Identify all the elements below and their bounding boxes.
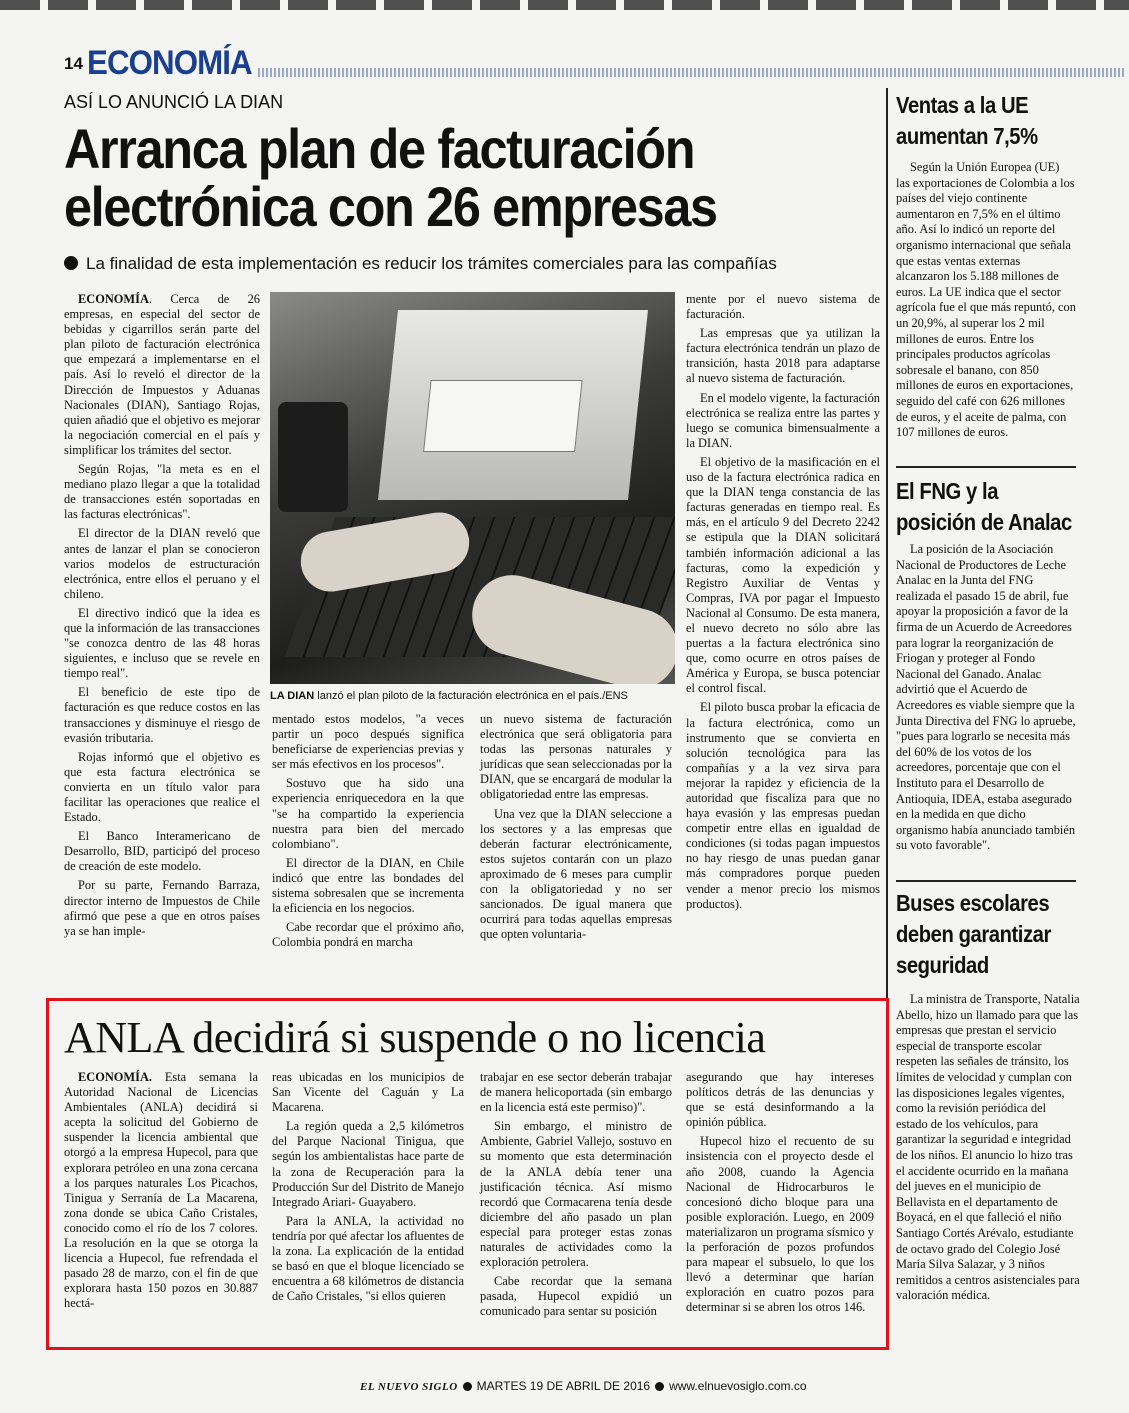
- paragraph: Hupecol hizo el recuento de su insistencia con el proyecto desde el año 2008, cuando la Agencia Nacional de Hidrocarburos le concesionó dicho bloque para una posible exploración. Luego, en 2009 materializaron un programa sísmico y la perforación de pozos profundos para mapear el subsuelo, lo que los llevó a determinar que harían exploración en cuatro pozos para determinar si se abren los otros 146.: [686, 1134, 874, 1315]
- masthead-logo: EL NUEVO SIGLO: [360, 1381, 458, 1393]
- paragraph: El piloto busca probar la eficacia de la factura electrónica, como un instrumento que se convierta en solución tecnológica para las compañías y a la vez sirva para mejorar la rapidez y eficiencia de la autoridad que fiscaliza para que no haya evasión y las empresas puedan competir entre ellas en igualdad de condiciones (si todas pagan impuestos no hay riesgo de unas puedan ganar más compradores porque pueden vender a menor precio los mismos productos).: [686, 700, 880, 911]
- sidebar-rule: [896, 466, 1076, 468]
- anla-column-1: [64, 1070, 258, 1316]
- paragraph: Esta semana la Autoridad Nacional de Licencias Ambientales (ANLA) decidirá si acepta la solicitud del Gobierno de suspender la licencia ambiental que otorgó a la empresa Hupecol, para que explorara petróleo en una zona cercana a los parques naturales Los Picachos, Tinigua y Serranía de La Macarena, zona donde se ubica Caño Cristales, conocido como el río de los 7 colores. La resolución en la que se otorga la licencia a Hupecol, fue refrendada el pasado 28 de marzo, con el fin de que explorara hasta 150 pozos en 30.887 hectá-: [64, 1070, 258, 1311]
- section-title: ECONOMÍA: [87, 44, 252, 82]
- paragraph: Sostuvo que ha sido una experiencia enriquecedora en la que "se ha compartido la experiencia nuestra para bien del mercado colombiano".: [272, 776, 464, 851]
- paragraph: El objetivo de la masificación en el uso de la factura electrónica radica en que la DIAN tenga constancia de las facturas generadas en tiempo real. Es más, en el artículo 9 del Decreto 2242 se estipula que la DIAN solicitará también información adicional a las facturas, como la expedición y Registro Auxiliar de Ventas y Compras, IVA por pagar el Impuesto Nacional al Consumo. De esta manera, el nuevo decreto no sólo abre las puertas a la factura electrónica sino que, como ocurre en otros países de América y Europa, se busca potenciar el control fiscal.: [686, 454, 880, 696]
- section-rule: [258, 68, 1124, 77]
- caption-text: lanzó el plan piloto de la facturación electrónica en el país./ENS: [314, 690, 628, 702]
- sidebar-headline-1: Ventas a la UE aumentan 7,5%: [896, 92, 1038, 149]
- sidebar-body-3: [896, 992, 1080, 1304]
- sidebar-paragraph: La ministra de Transporte, Natalia Abello, hizo un llamado para que las empresas que prestan el servicio especial de transporte escolar respeten las señales de tránsito, los límites de velocidad y cumplan con las disposiciones legales vigentes, como la revisión periódica del estado de los vehículos, para garantizar la seguridad e integridad de los niños. El anuncio lo hizo tras el accidente ocurrido en la mañana del jueves en el municipio de Bellavista en el departamento de Boyacá, en el que falleció el niño Santiago Cortés Arévalo, estudiante de octavo grado del Colegio José María Silva Salazar, y 3 niños remitidos a centros asistenciales para valoración médica.: [896, 992, 1080, 1303]
- main-column-2: [272, 712, 464, 954]
- paragraph: El Banco Interamericano de Desarrollo, BID, participó del proceso de creación de este modelo.: [64, 829, 260, 874]
- deck: [64, 254, 864, 274]
- paragraph: El director de la DIAN reveló que antes de lanzar el plan se conocieron varios modelos de estructuración electrónica, entre ellos el peruano y el chileno.: [64, 526, 260, 601]
- paragraph: mentado estos modelos, "a veces partir un poco después significa beneficiarse de experiencias previas y ser más efectivos en los procesos".: [272, 712, 464, 772]
- caption-lead: LA DIAN: [270, 690, 315, 702]
- sidebar-rule: [896, 880, 1076, 882]
- paragraph: El directivo indicó que la idea es que la información de las transacciones "se conozca dentro de las 48 horas siguientes, e incluso que se revele en tiempo real".: [64, 605, 260, 681]
- page-number: 14: [64, 54, 83, 73]
- bullet-icon: [463, 1382, 472, 1391]
- sidebar-body-2: [896, 542, 1080, 854]
- paragraph: Una vez que la DIAN seleccione a los sectores y a las empresas que deberán facturar electrónicamente, estos sujetos contarán con un plazo aproximado de 6 meses para cumplir con la obligatoriedad y no ser sancionados. De igual manera que ocurrirá para todas aquellas empresas que opten voluntaria-: [480, 806, 672, 942]
- main-column-4: [686, 292, 880, 916]
- deck-text: La finalidad de esta implementación es reducir los trámites comerciales para las compañías: [86, 254, 777, 273]
- paragraph: La región queda a 2,5 kilómetros del Parque Nacional Tinigua, que según los ambientalistas hace parte de la zona de Recuperación para la Producción Sur del Distrito de Manejo Integrado Ariari- Guayabero.: [272, 1119, 464, 1209]
- paragraph: Cabe recordar que la semana pasada, Hupecol expidió un comunicado para sentar su posición: [480, 1274, 672, 1319]
- paragraph: Para la ANLA, la actividad no tendría por qué afectar los afluentes de la zona. La explicación de la entidad se basó en que el bloque licenciado se encuentra a 68 kilómetros de distancia de Caño Cristales, "si ellos quieren: [272, 1213, 464, 1304]
- bullet-icon: [655, 1382, 664, 1391]
- anla-column-2: [272, 1070, 464, 1308]
- anla-column-3: [480, 1070, 672, 1324]
- paragraph: El director de la DIAN, en Chile indicó que entre las bondades del sistema sobresalen que se incrementa la eficiencia en los negocios.: [272, 855, 464, 916]
- anla-column-4: [686, 1070, 874, 1320]
- paragraph: Cabe recordar que el próximo año, Colombia pondrá en marcha: [272, 920, 464, 950]
- sidebar-headline-3: Buses escolares deben garantizar seguridad: [896, 890, 1051, 978]
- main-column-1: [64, 292, 260, 943]
- footer-date: MARTES 19 DE ABRIL DE 2016: [476, 1379, 651, 1393]
- sidebar-body-1: [896, 160, 1076, 441]
- bullet-icon: [64, 256, 78, 270]
- main-headline: Arranca plan de facturación electrónica con 26 empresas: [64, 117, 717, 238]
- main-column-3: [480, 712, 672, 946]
- paragraph: Las empresas que ya utilizan la factura electrónica tendrán un plazo de transición, hasta 2018 para adaptarse al nuevo sistema de facturación.: [686, 326, 880, 386]
- lead-word: ECONOMÍA.: [78, 1070, 152, 1084]
- sidebar-headline-2: El FNG y la posición de Analac: [896, 478, 1072, 535]
- paragraph: Por su parte, Fernando Barraza, director interno de Impuestos de Chile afirmó que pese a que en otros países ya se han imple-: [64, 878, 260, 938]
- paragraph: . Cerca de 26 empresas, en especial del sector de bebidas y cigarrillos serán parte del plan piloto de facturación electrónica que empezará a implementarse en el país. Así lo reveló el director de la Dirección de Impuestos y Aduanas Nacionales (DIAN), Santiago Rojas, quien añadió que el objetivo es mejorar la negociación comercial en el país y simplificar los trámites del sector.: [64, 292, 260, 457]
- footer-url: www.elnuevosiglo.com.co: [669, 1379, 807, 1393]
- paragraph: Según Rojas, "la meta es en el mediano plazo llegar a que la totalidad de transacciones estén soportadas en las facturas electrónicas".: [64, 462, 260, 522]
- page-footer: [360, 1379, 807, 1393]
- phone-image: [278, 402, 348, 512]
- sidebar-paragraph: La posición de la Asociación Nacional de Productores de Leche Analac en la Junta del FNG realizada el pasado 15 de abril, fue apoyar la proposición a favor de la firma de un Acuerdo de Acreedores para lograr la reorganización de Friogan y proteger al Fondo Nacional del Ganado. Analac advirtió que el Acuerdo de Acreedores es viable siempre que la Junta Directiva del FNG lo apruebe, "pues para lograrlo se necesita más del 60% de los votos de los acreedores, porcentaje que con el Instituto para el Desarrollo de Antioquia, IDEA, estaba asegurado en la medida en que dicho organismo había anunciado también su voto favorable".: [896, 542, 1076, 853]
- paragraph: Rojas informó que el objetivo es que esta factura electrónica se convierta en un título valor para facilitar las operaciones que realice el Estado.: [64, 749, 260, 825]
- paragraph: El beneficio de este tipo de facturación es que reduce costos en las transacciones y disminuye el riesgo de evasión tributaria.: [64, 685, 260, 745]
- paragraph: mente por el nuevo sistema de facturación.: [686, 292, 880, 322]
- paragraph: Sin embargo, el ministro de Ambiente, Gabriel Vallejo, sostuvo en su momento que esta determinación de la ANLA debía tener una justificación técnica. Así mismo recordó que Cormacarena tenía desde diciembre del año pasado un plan especial para proteger estas zonas naturales de actividades como la exploración petrolera.: [480, 1119, 672, 1270]
- kicker: ASÍ LO ANUNCIÓ LA DIAN: [64, 92, 284, 112]
- laptop-screen: [378, 310, 648, 500]
- paragraph: asegurando que hay intereses políticos detrás de las denuncias y que se está desinformando a la opinión pública.: [686, 1070, 874, 1130]
- photo-caption: [270, 690, 680, 702]
- laptop-photo: [270, 292, 675, 684]
- anla-headline: ANLA decidirá si suspende o no licencia: [64, 1013, 766, 1062]
- top-banner-strip: [0, 0, 1129, 10]
- sidebar-paragraph: Según la Unión Europea (UE) las exportaciones de Colombia a los países del viejo continente aumentaron en 7,5% en el último año. Así lo indicó un reporte del organismo internacional que señala que estas ventas externas alcanzaron los 5.188 millones de euros. La UE indica que el sector agrícola fue el que más repuntó, con un 20,9%, al superar los 2 mil millones de euros. Entre los principales productos agrícolas sobresale el banano, con 850 millones de euros en exportaciones, seguido del café con 626 millones de euros, y el aceite de palma, con 107 millones de euros.: [896, 160, 1076, 440]
- paragraph: En el modelo vigente, la facturación electrónica se realiza entre las partes y luego se comunica bimensualmente a la DIAN.: [686, 390, 880, 450]
- paragraph: reas ubicadas en los municipios de San Vicente del Caguán y La Macarena.: [272, 1070, 464, 1115]
- paragraph: trabajar en ese sector deberán trabajar de manera helicoportada (sin embargo en la licencia está este permiso)".: [480, 1070, 672, 1115]
- paragraph: un nuevo sistema de facturación electrónica que será obligatoria para todas las personas naturales y jurídicas que sean seleccionadas por la DIAN, que se encargará de modular la obligatoriedad entre las empresas.: [480, 712, 672, 802]
- lead-word: ECONOMÍA: [78, 292, 149, 306]
